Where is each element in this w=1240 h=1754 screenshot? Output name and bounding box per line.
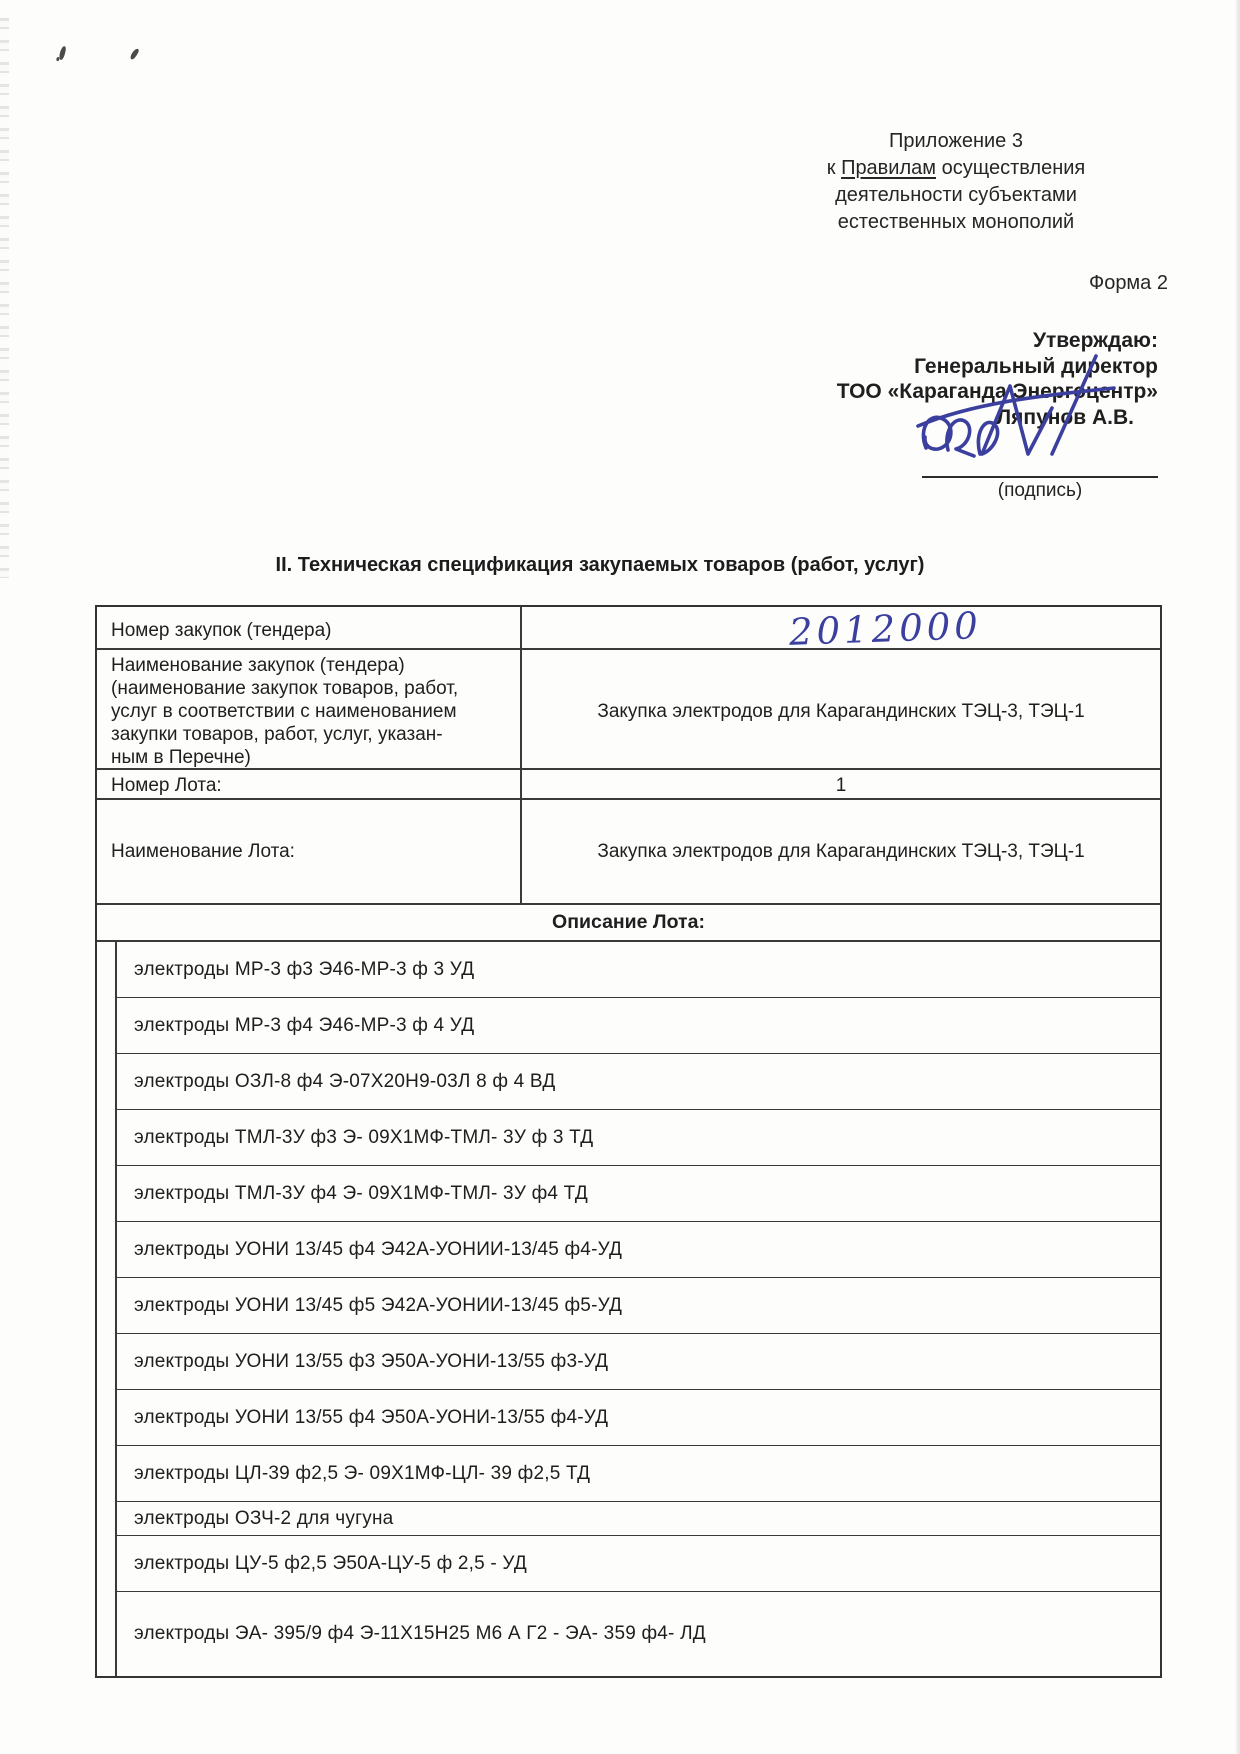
lot-item-row: электроды ЦЛ-39 ф2,5 Э- 09Х1МФ-ЦЛ- 39 ф2,5 ТД (117, 1446, 1160, 1502)
lot-item-row: электроды УОНИ 13/45 ф4 Э42А-УОНИИ-13/45 ф4-УД (117, 1222, 1160, 1278)
lot-item-row: электроды ЭА- 395/9 ф4 Э-11Х15Н25 М6 А Г2 - ЭА- 359 ф4- ЛД (134, 1623, 706, 1644)
tender-number-value-cell (522, 604, 1160, 654)
lot-item-row: электроды МР-3 ф4 Э46-МР-3 ф 4 УД (117, 998, 1160, 1054)
lot-item-row: электроды ОЗЧ-2 для чугуна (117, 1502, 1160, 1536)
section-title: II. Техническая спецификация закупаемых товаров (работ, услуг) (275, 554, 925, 576)
form-number-label: Форма 2 (1088, 272, 1168, 294)
appendix-line: Приложение 3 (889, 130, 1023, 152)
appendix-line: к Правилам осуществления (826, 157, 1086, 179)
lot-item-row: электроды ОЗЛ-8 ф4 Э-07Х20Н9-03Л 8 ф 4 ВД (117, 1054, 1160, 1110)
lot-name-label: Наименование Лота: (97, 800, 522, 903)
lot-item-row: электроды МР-3 ф3 Э46-МР-3 ф 3 УД (117, 942, 1160, 998)
ink-speck (58, 46, 66, 61)
handwritten-tender-number: 2012000 (787, 604, 983, 654)
approval-line: Генеральный директор (914, 354, 1158, 378)
appendix-line: деятельности субъектами (835, 184, 1077, 206)
lot-item-row: электроды ТМЛ-3У ф3 Э- 09Х1МФ-ТМЛ- 3У ф 3 ТД (117, 1110, 1160, 1166)
appendix-line: естественных монополий (837, 211, 1075, 233)
table-row-lot-number (97, 770, 1160, 800)
lot-item-row: электроды УОНИ 13/45 ф5 Э42А-УОНИИ-13/45 ф5-УД (117, 1278, 1160, 1334)
lot-number-value: 1 (835, 774, 847, 796)
lot-item-row: электроды ТМЛ-3У ф4 Э- 09Х1МФ-ТМЛ- 3У ф4 ТД (117, 1166, 1160, 1222)
lot-item-row: электроды ЦУ-5 ф2,5 Э50А-ЦУ-5 ф 2,5 - УД (117, 1536, 1160, 1592)
lot-description-header: Описание Лота: (97, 905, 1160, 942)
signature-caption: (подпись) (997, 480, 1083, 501)
scanner-edge-shadow (1236, 0, 1240, 1754)
approval-line: ТОО «Караганда Энергоцентр» (836, 380, 1158, 403)
tender-number-label: Номер закупок (тендера) (97, 607, 522, 654)
rules-underlined-word: Правилам (841, 157, 937, 179)
lot-name-value: Закупка электродов для Карагандинских ТЭЦ-3, ТЭЦ-1 (597, 840, 1085, 862)
signature-line (922, 476, 1158, 478)
table-row-tender-name (97, 650, 1160, 770)
signature-area (900, 348, 1162, 513)
lot-number-label: Номер Лота: (97, 770, 522, 801)
appendix-reference-block (746, 128, 1166, 236)
lot-item-row: электроды УОНИ 13/55 ф4 Э50А-УОНИ-13/55 ф4-УД (117, 1390, 1160, 1446)
technical-specification-table (95, 605, 1162, 1678)
table-row-tender-number (97, 604, 1160, 654)
approval-line: Утверждаю: (1032, 329, 1158, 352)
table-row-lot-name (97, 800, 1160, 905)
tender-name-value: Закупка электродов для Карагандинских ТЭЦ-3, ТЭЦ-1 (597, 700, 1085, 722)
tender-name-label: Наименование закупок (тендера) (наименование закупок товаров, работ, услуг в соответствии с наименованием закупки товаров, работ, услуг, указан- ным в Перечне) (97, 650, 522, 773)
approver-name: Ляпунов А.В. (996, 405, 1134, 429)
scanner-edge-artifact (0, 18, 9, 578)
handwritten-signature-icon (910, 348, 1160, 478)
ink-speck (129, 48, 140, 61)
lot-items-list (115, 942, 1160, 1676)
lot-item-row: электроды УОНИ 13/55 ф3 Э50А-УОНИ-13/55 ф3-УД (117, 1334, 1160, 1390)
